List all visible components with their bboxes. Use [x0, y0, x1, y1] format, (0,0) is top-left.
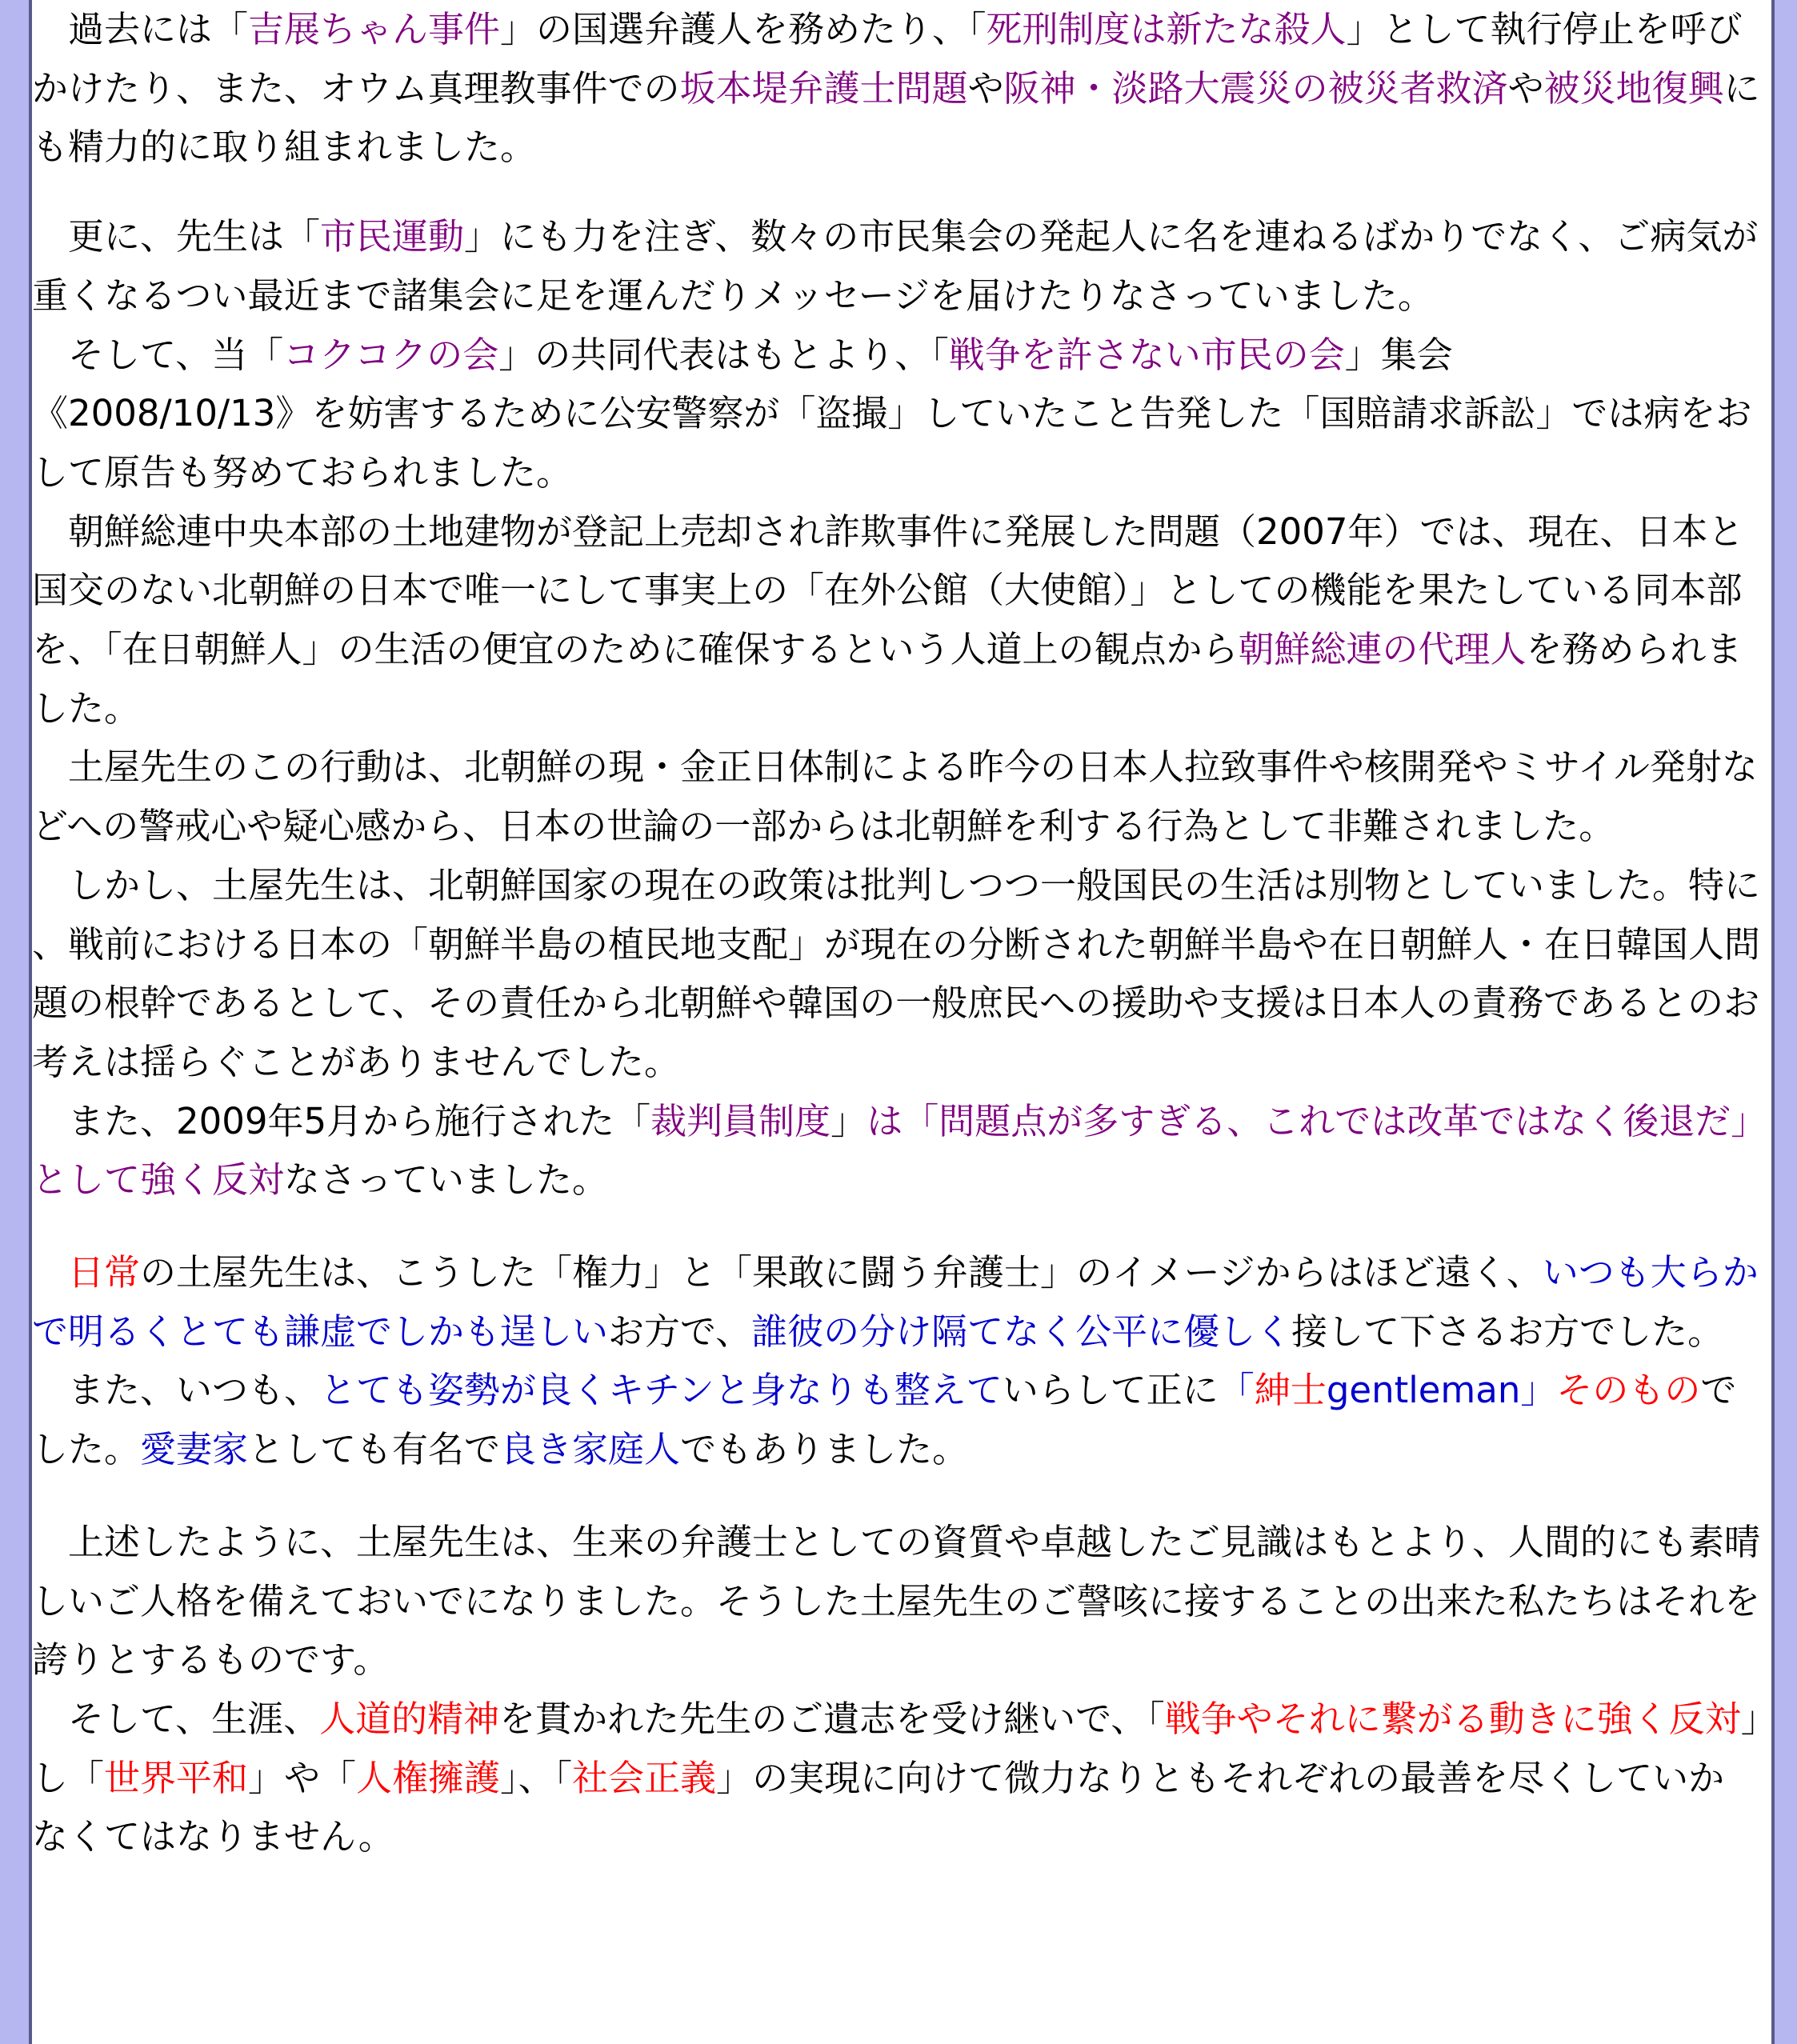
paragraph-chongryon: 朝鮮総連中央本部の土地建物が登記上売却され詐欺事件に発展した問題（2007年）では、現在、日本と国交のない北朝鮮の日本で唯一にして事実上の「在外公館（大使館）」としての機能を果たしている同本部を、「在日朝鮮人」の生活の便宜のために確保するという人道上の観点から朝鮮総連の代理人を務められました。 [32, 510, 1744, 730]
paragraph-civic-movement: 更に、先生は「市民運動」にも力を注ぎ、数々の市民集会の発起人に名を連ねるばかりでなく、ご病気が重くなるつい最近まで諸集会に足を運んだりメッセージを届けたりなさっていました。 [32, 215, 1759, 317]
link-kokukoku-kai[interactable]: コクコクの会 [283, 333, 499, 376]
paragraph-lay-judge: また、2009年5月から施行された「裁判員制度」は「問題点が多すぎる、これでは改革ではなく後退だ」として強く反対なさっていました。 [32, 1099, 1749, 1202]
spacer [32, 1210, 1760, 1243]
paragraph-everyday: 日常の土屋先生は、こうした「権力」と「果敢に闘う弁護士」のイメージからはほど遠く、いつも大らかで明るくとても謙虚でしかも逞しいお方で、誰彼の分け隔てなく公平に優しく接して下さるお方でした。 [32, 1251, 1759, 1353]
paragraph-north-korea-stance: しかし、土屋先生は、北朝鮮国家の現在の政策は批判しつつ一般国民の生活は別物としていました。特に、戦前における日本の「朝鮮半島の植民地支配」が現在の分断された朝鮮半島や在日朝鮮人・在日韓国人問題の根幹であるとして、その責任から北朝鮮や韓国の一般庶民への援助や支援は日本人の責務であるとのお考えは揺らぐことがありませんでした。 [32, 863, 1761, 1083]
link-earthquake-relief[interactable]: 阪神・淡路大震災の被災者救済 [1003, 66, 1508, 110]
link-lay-judge-system[interactable]: 裁判員制度 [650, 1099, 831, 1142]
link-strongly-opposed[interactable]: 強く反対 [140, 1158, 285, 1202]
paragraph-gentleman: また、いつも、とても姿勢が良くキチンと身なりも整えていらして正に「紳士gentleman」そのものでした。愛妻家としても有名で良き家庭人でもありました。 [32, 1369, 1737, 1471]
article-body [32, 0, 1760, 1866]
left-border [0, 0, 29, 2044]
paragraph-legacy: そして、生涯、人道的精神を貫かれた先生のご遺志を受け継いで、「戦争やそれに繋がる動きに強く反対」し「世界平和」や「人権擁護」、「社会正義」の実現に向けて微力なりともそれぞれの最善を尽くしていかなくてはなりません。 [32, 1697, 1759, 1858]
link-citizens-against-war[interactable]: 戦争を許さない市民の会 [948, 333, 1345, 376]
right-border [1775, 0, 1797, 2044]
spacer [32, 177, 1760, 207]
link-disaster-recovery[interactable]: 被災地復興 [1543, 66, 1724, 110]
link-sakamoto-case[interactable]: 坂本堤弁護士問題 [679, 66, 968, 110]
spacer [32, 1479, 1760, 1513]
paragraph-past-cases: 過去には「吉展ちゃん事件」の国選弁護人を務めたり、「死刑制度は新たな殺人」として執行停止を呼びかけたり、また、オウム真理教事件での坂本堤弁護士問題や阪神・淡路大震災の被災者救済や被災地復興にも精力的に取り組まれました。 [32, 8, 1760, 169]
link-civic-movement[interactable]: 市民運動 [320, 215, 465, 258]
link-death-penalty[interactable]: 死刑制度は新たな殺人 [986, 8, 1347, 50]
paragraph-character: 上述したように、土屋先生は、生来の弁護士としての資質や卓越したご見識はもとより、人間的にも素晴しいご人格を備えておいでになりました。そうした土屋先生のご謦咳に接することの出来た私たちはそれを誇りとするものです。 [32, 1520, 1761, 1682]
paragraph-kokukoku: そして、当「コクコクの会」の共同代表はもとより、「戦争を許さない市民の会」集会 《2008/10/13》を妨害するために公安警察が「盗撮」していたこと告発した「国賠請求訴訟」では病をおして原告も努めておられました。 [32, 333, 1752, 494]
link-yoshinobu-case[interactable]: 吉展ちゃん事件 [248, 8, 501, 50]
paragraph-criticism: 土屋先生のこの行動は、北朝鮮の現・金正日体制による昨今の日本人拉致事件や核開発やミサイル発射などへの警戒心や疑心感から、日本の世論の一部からは北朝鮮を利する行為として非難されました。 [32, 746, 1758, 848]
link-chongryon-agent[interactable]: 朝鮮総連の代理人 [1238, 628, 1527, 671]
